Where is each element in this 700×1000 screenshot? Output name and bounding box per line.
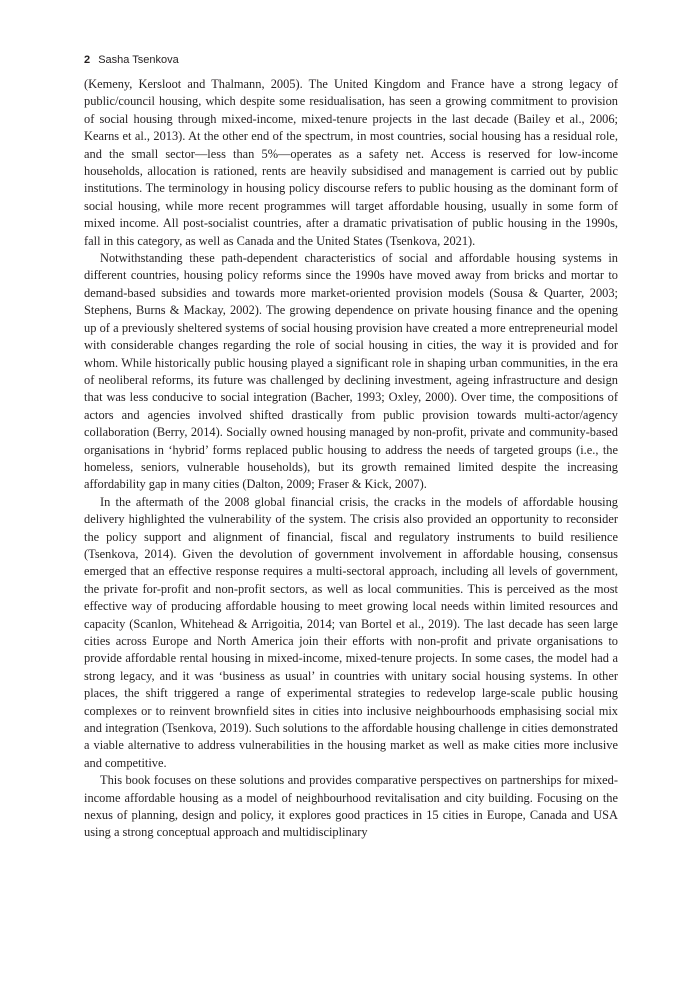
paragraph: Notwithstanding these path-dependent characteristics of social and affordable housing systems in different countries, housing policy reforms since the 1990s have moved away from bricks and mortar to demand-based subsidies and towards more market-oriented provision models (Sousa & Quarter, 2003; Stephens, Burns & Mackay, 2002). The growing dependence on private housing finance and the opening up of a previously sheltered systems of social housing provision have created a more entrepreneurial model with considerable changes regarding the role of social housing in cities, the way it is provided and for whom. While historically public housing played a significant role in shaping urban communities, in the era of neoliberal reforms, its future was challenged by declining investment, ageing infrastructure and design that was less conducive to social integration (Bacher, 1993; Oxley, 2000). Over time, the compositions of actors and agencies involved shifted drastically from public provision towards multi-actor/agency collaboration (Berry, 2014). Socially owned housing managed by non-profit, private and community-based organisations in ‘hybrid’ forms replaced public housing to address the needs of targeted groups (i.e., the homeless, seniors, vulnerable households), but its growth remained limited despite the increasing affordability gap in many cities (Dalton, 2009; Fraser & Kick, 2007). [84, 251, 618, 492]
page [84, 52, 618, 842]
running-head [84, 52, 618, 68]
paragraph: In the aftermath of the 2008 global financial crisis, the cracks in the models of affordable housing delivery highlighted the vulnerability of the system. The crisis also provided an opportunity to reconsider the policy support and alignment of financial, fiscal and regulatory instruments to build resilience (Tsenkova, 2014). Given the devolution of government involvement in affordable housing, consensus emerged that an effective response requires a multi-sectoral approach, including all levels of government, the private for-profit and non-profit sectors, as well as local communities. This is perceived as the most effective way of producing affordable housing to meet growing local needs within limited resources and capacity (Scanlon, Whitehead & Arrigoitia, 2014; van Bortel et al., 2019). The last decade has seen large cities across Europe and North America join their efforts with non-profit and private organisations to provide affordable rental housing in mixed-income, mixed-tenure projects. In some cases, the model had a strong legacy, and it was ‘business as usual’ in countries with unitary social housing systems. In other places, the shift triggered a range of experimental strategies to redevelop large-scale public housing complexes or to reinvent brownfield sites in cities into inclusive neighbourhoods emphasising social mix and integration (Tsenkova, 2019). Such solutions to the affordable housing challenge in cities demonstrated a viable alternative to address vulnerabilities in the housing market as well as make cities more inclusive and competitive. [84, 494, 618, 770]
page-number: 2 [84, 54, 91, 66]
paragraph: This book focuses on these solutions and provides comparative perspectives on partnerships for mixed-income affordable housing as a model of neighbourhood revitalisation and city building. Focusing on the nexus of planning, design and policy, it explores good practices in 15 cities in Europe, Canada and USA using a strong conceptual approach and multidisciplinary [84, 773, 618, 840]
running-head-author: Sasha Tsenkova [98, 54, 179, 66]
body-text [84, 76, 618, 842]
paragraph: (Kemeny, Kersloot and Thalmann, 2005). The United Kingdom and France have a strong legacy of public/council housing, which despite some residualisation, has seen a growing commitment to provision of social housing through mixed-income, mixed-tenure projects in the last decade (Bailey et al., 2006; Kearns et al., 2013). At the other end of the spectrum, in most countries, social housing has a residual role, and the small sector—less than 5%—operates as a safety net. Access is reserved for low-income households, allocation is rationed, rents are heavily subsidised and management is carried out by public institutions. The terminology in housing policy discourse refers to public housing as the dominant form of social housing, while more recent programmes will target affordable housing, usually in some form of mixed income. All post-socialist countries, after a dramatic privatisation of public housing in the 1990s, fall in this category, as well as Canada and the United States (Tsenkova, 2021). [84, 77, 618, 248]
